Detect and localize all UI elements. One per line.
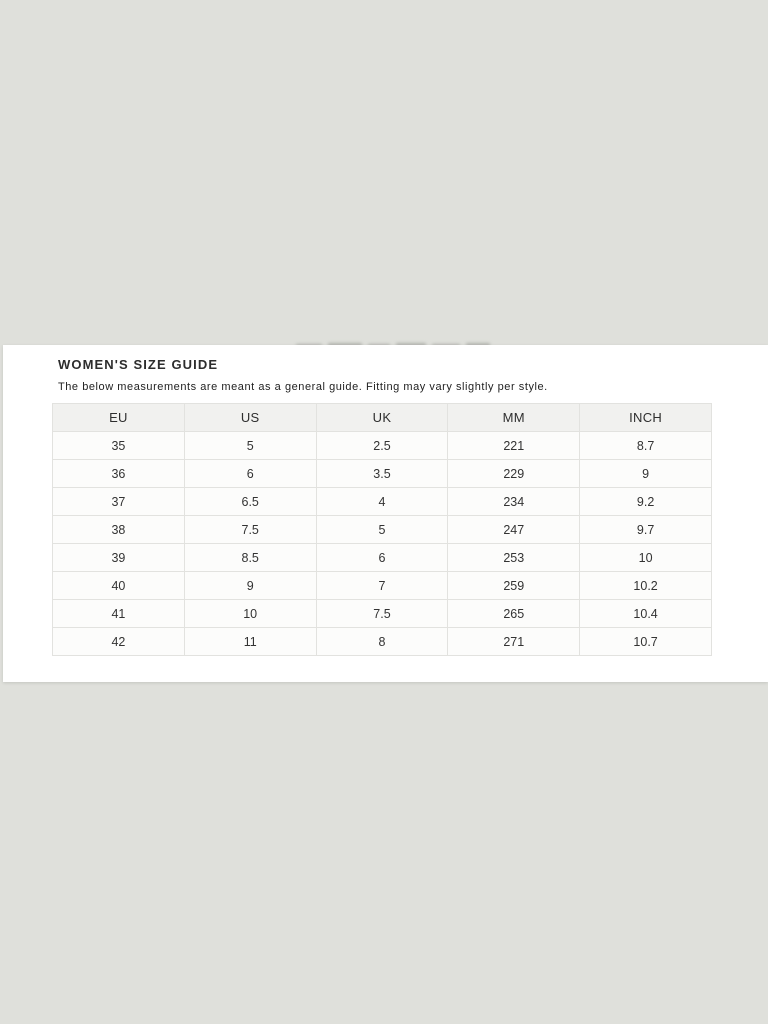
- table-row: [53, 544, 712, 572]
- table-cell: 8.5: [184, 544, 316, 572]
- table-cell: 39: [53, 544, 185, 572]
- table-cell: 259: [448, 572, 580, 600]
- table-cell: 247: [448, 516, 580, 544]
- size-table: [52, 403, 712, 656]
- table-cell: 5: [184, 432, 316, 460]
- table-row: [53, 516, 712, 544]
- table-cell: 265: [448, 600, 580, 628]
- table-cell: 271: [448, 628, 580, 656]
- table-cell: 10.7: [580, 628, 712, 656]
- table-cell: 4: [316, 488, 448, 516]
- table-cell: 10: [580, 544, 712, 572]
- table-cell: 6.5: [184, 488, 316, 516]
- table-cell: 7.5: [184, 516, 316, 544]
- table-cell: 10: [184, 600, 316, 628]
- table-cell: 42: [53, 628, 185, 656]
- table-cell: 9.7: [580, 516, 712, 544]
- table-cell: 36: [53, 460, 185, 488]
- table-cell: 41: [53, 600, 185, 628]
- table-cell: 40: [53, 572, 185, 600]
- table-cell: 5: [316, 516, 448, 544]
- table-cell: 3.5: [316, 460, 448, 488]
- column-header-uk: UK: [316, 404, 448, 432]
- table-cell: 229: [448, 460, 580, 488]
- column-header-mm: MM: [448, 404, 580, 432]
- size-guide-description: The below measurements are meant as a general guide. Fitting may vary slightly per style.: [58, 381, 548, 393]
- table-row: [53, 460, 712, 488]
- table-cell: 10.4: [580, 600, 712, 628]
- table-row: [53, 488, 712, 516]
- column-header-us: US: [184, 404, 316, 432]
- size-table-body: [53, 432, 712, 656]
- table-row: [53, 600, 712, 628]
- column-header-eu: EU: [53, 404, 185, 432]
- size-guide-title: WOMEN'S SIZE GUIDE: [58, 357, 219, 372]
- table-cell: 9.2: [580, 488, 712, 516]
- table-cell: 35: [53, 432, 185, 460]
- table-cell: 253: [448, 544, 580, 572]
- table-cell: 8.7: [580, 432, 712, 460]
- size-guide-panel: [3, 345, 768, 682]
- column-header-inch: INCH: [580, 404, 712, 432]
- table-cell: 6: [316, 544, 448, 572]
- table-cell: 234: [448, 488, 580, 516]
- table-cell: 221: [448, 432, 580, 460]
- table-cell: 8: [316, 628, 448, 656]
- size-table-head: [53, 404, 712, 432]
- table-cell: 9: [184, 572, 316, 600]
- table-cell: 7.5: [316, 600, 448, 628]
- table-cell: 9: [580, 460, 712, 488]
- table-row: [53, 432, 712, 460]
- table-cell: 10.2: [580, 572, 712, 600]
- table-cell: 2.5: [316, 432, 448, 460]
- table-row: [53, 572, 712, 600]
- size-table-header-row: [53, 404, 712, 432]
- table-cell: 6: [184, 460, 316, 488]
- table-cell: 11: [184, 628, 316, 656]
- table-cell: 7: [316, 572, 448, 600]
- table-row: [53, 628, 712, 656]
- table-cell: 37: [53, 488, 185, 516]
- table-cell: 38: [53, 516, 185, 544]
